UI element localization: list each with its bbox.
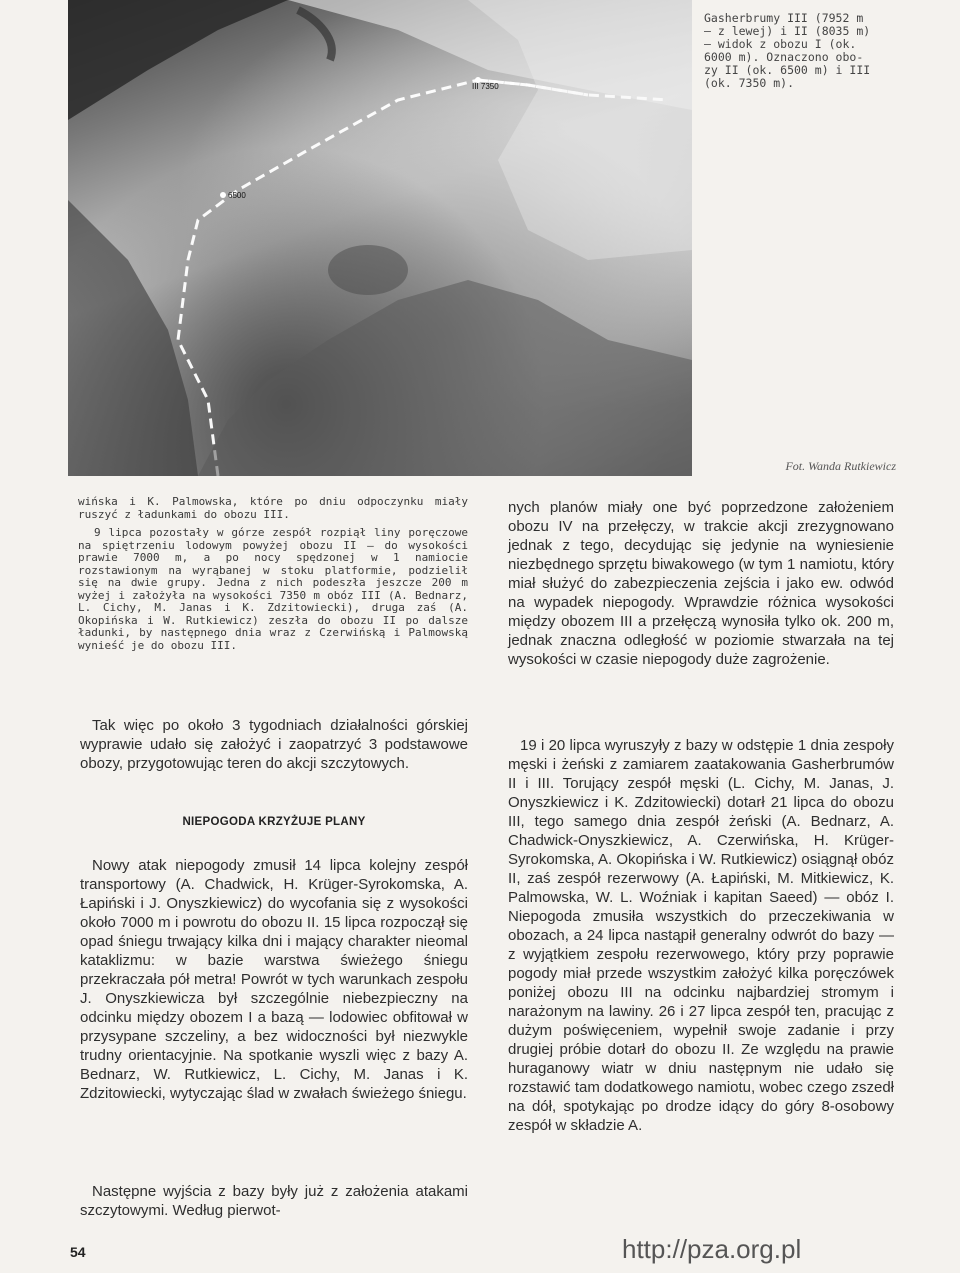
small-paragraph: wińska i K. Palmowska, które po dniu odpoczynku miały ruszyć z ładunkami do obozu III. (78, 495, 468, 521)
photo-credit: Fot. Wanda Rutkiewicz (785, 459, 896, 473)
body-paragraph: nych planów miały one być poprzedzone założeniem obozu IV na przełęczy, w trakcie akcji zrezygnowano jednak z tego, decydując się jedynie na wyniesienie niezbędnego sprzętu biwakowego (w tym 1 namiotu, który miał służyć do zabezpieczenia zejścia i jako ew. odwód na wypadek niepogody. Wprawdzie różnica wysokości między obozem III a przełęczą wynosiła tylko ok. 200 m, jednak znaczna odległość w poziomie stwarzała na tej wysokości w czasie niepogody duże zagrożenie. (508, 499, 894, 668)
mountain-photo (68, 0, 692, 476)
small-text-column (78, 496, 468, 652)
page-number: 54 (70, 1244, 86, 1260)
camp-iii-label: III 7350 (472, 82, 499, 91)
section-heading: NIEPOGODA KRZYŻUJE PLANY (182, 816, 366, 828)
small-paragraph: 9 lipca pozostały w górze zespół rozpiął liny poręczowe na spiętrzeniu lodowym powyżej obozu II — do wysokości prawie 7000 m, a po nocy spędzonej w 1 namiocie rozstawionym na wyrąbanej w stoku platformie, podzielił się na dwie grupy. Jedna z nich podeszła jeszcze 200 m wyżej i założyła na wysokości 7350 m obóz III (A. Bednarz, L. Cichy, M. Janas i K. Zdzitowiecki), druga zaś (A. Okopińska i W. Rutkiewicz) zeszła do obozu II po dalsze ładunki, by następnego dnia wraz z Czerwińską i Palmowską wynieść je do obozu III. (78, 526, 468, 652)
source-url: http://pza.org.pl (622, 1234, 802, 1264)
summary-paragraph: Tak więc po około 3 tygodniach działalności górskiej wyprawie udało się założyć i zaopatrzyć 3 podstawowe obozy, przygotowując teren do akcji szczytowych. (80, 717, 468, 772)
route-overlay (68, 0, 692, 476)
photo-caption: Gasherbrumy III (7952 m — z lewej) i II (8035 m) — widok z obozu I (ok. 6000 m). Oznaczono obo- zy II (ok. 6500 m) i III (ok. 7350 m). (704, 11, 871, 90)
body-paragraph: Nowy atak niepogody zmusił 14 lipca kolejny zespół transportowy (A. Chadwick, H. Krüger-Syrokomska, A. Łapiński i J. Onyszkiewicz) do wycofania się z wysokości około 7000 m i powrotu do obozu II. 15 lipca rozpoczął się opad śniegu trwający kilka dni i mający charakter nieomal kataklizmu: w bazie warstwa świeżego śniegu przekraczała pół metra! Powrót w tych warunkach zespołu J. Onyszkiewicza był szczególnie niebezpieczny na odcinku między obozem I a bazą — lodowiec obfitował w przysypane szczeliny, a bez widoczności był niezwykle trudny orientacyjnie. Na spotkanie wyszli więc z bazy A. Bednarz, W. Rutkiewicz, L. Cichy, M. Janas i K. Zdzitowiecki, wytyczając ślad w zwałach świeżego śniegu. (80, 857, 468, 1102)
body-paragraph: Następne wyjścia z bazy były już z założenia atakami szczytowymi. Według pierwot- (80, 1183, 468, 1219)
camp-ii-label: 6500 (228, 191, 246, 200)
body-paragraph: 19 i 20 lipca wyruszyły z bazy w odstępie 1 dnia zespoły męski i żeński z zamiarem zaatakowania Gasherbrumów II i III. Torujący zespół męski (L. Cichy, M. Janas, J. Onyszkiewicz i K. Zdzitowiecki) dotarł 21 lipca do obozu III, tego samego dnia zespół żeński (A. Bednarz, A. Chadwick-Onyszkiewicz, A. Czerwińska, H. Krüger-Syrokomska, A. Okopińska i W. Rutkiewicz) osiągnął obóz II, zaś zespół rezerwowy (A. Łapiński, M. Mitkiewicz, K. Palmowska, W. L. Woźniak i kapitan Saeed) — obóz I. Niepogoda zmusiła wszystkich do przeczekiwania w obozach, a 24 lipca nastąpił generalny odwrót do bazy — z wyjątkiem zespołu rezerwowego, który przy poprawie pogody miał przede wszystkim założyć kilka poręczówek poniżej obozu III na odcinku najbardziej stromym i narażonym na lawiny. 26 i 27 lipca zespół ten, pracując z dużym poświęceniem, wypełnił swoje zadanie i przy drugiej próbie dotarł do obozu II. Ze względu na prawie huraganowy wiatr w dniu następnym nie udało się rozstawić tam dodatkowego namiotu, wobec czego zszedł na dół, spotykając po drodze idący do góry 8-osobowy zespół w składzie A. (508, 737, 894, 1134)
